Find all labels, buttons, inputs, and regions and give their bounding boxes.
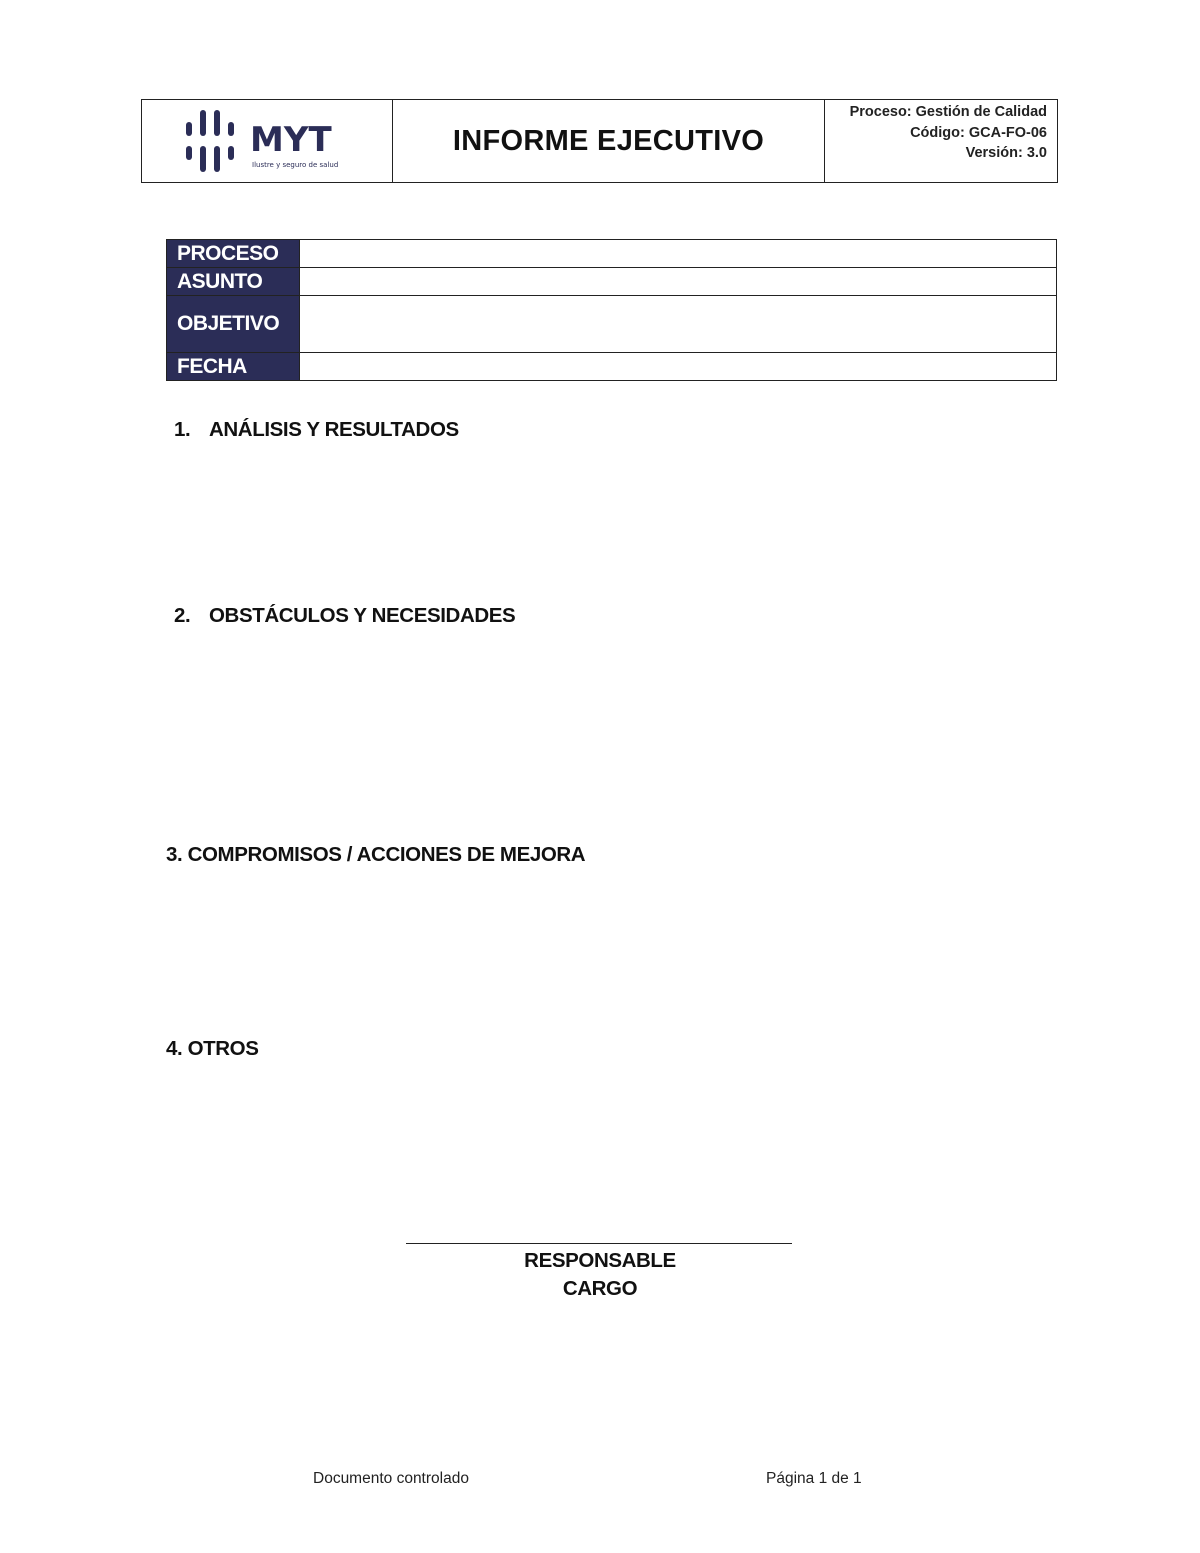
footer-left: Documento controlado bbox=[313, 1470, 469, 1487]
section-number: 4. bbox=[166, 1037, 183, 1060]
info-value-objetivo[interactable] bbox=[300, 296, 1057, 353]
title-cell bbox=[393, 100, 825, 182]
section-title: COMPROMISOS / ACCIONES DE MEJORA bbox=[187, 843, 586, 866]
meta-cell bbox=[825, 100, 1057, 182]
section-title: OBSTÁCULOS Y NECESIDADES bbox=[209, 604, 516, 627]
section-heading-3 bbox=[166, 843, 585, 867]
section-heading-1 bbox=[174, 418, 459, 442]
document-title: INFORME EJECUTIVO bbox=[452, 124, 765, 157]
info-value-proceso[interactable] bbox=[300, 240, 1057, 268]
signature-responsable: RESPONSABLE bbox=[524, 1249, 676, 1272]
meta-version: Versión: 3.0 bbox=[965, 145, 1047, 161]
logo-cell bbox=[142, 100, 393, 182]
brand-name: MYT bbox=[250, 120, 332, 160]
meta-codigo: Código: GCA-FO-06 bbox=[910, 124, 1047, 141]
section-number: 2. bbox=[174, 604, 191, 627]
info-row-asunto bbox=[167, 268, 1057, 296]
myt-logo bbox=[182, 104, 382, 178]
info-value-fecha[interactable] bbox=[300, 353, 1057, 381]
signature-cargo: CARGO bbox=[562, 1277, 638, 1300]
info-row-fecha bbox=[167, 353, 1057, 381]
section-heading-4 bbox=[166, 1037, 259, 1061]
section-title: OTROS bbox=[187, 1037, 259, 1060]
info-row-proceso bbox=[167, 240, 1057, 268]
section-number: 3. bbox=[166, 843, 183, 866]
brand-tagline: Ilustre y seguro de salud bbox=[252, 161, 339, 169]
info-label: FECHA bbox=[167, 353, 300, 381]
info-value-asunto[interactable] bbox=[300, 268, 1057, 296]
document-header bbox=[141, 99, 1058, 183]
info-label: PROCESO bbox=[167, 240, 300, 268]
section-title: ANÁLISIS Y RESULTADOS bbox=[209, 418, 459, 441]
info-table bbox=[166, 239, 1057, 381]
signature-line bbox=[406, 1243, 792, 1244]
footer-page-number: Página 1 de 1 bbox=[766, 1470, 862, 1487]
section-heading-2 bbox=[174, 604, 515, 628]
info-label: ASUNTO bbox=[167, 268, 300, 296]
meta-proceso: Proceso: Gestión de Calidad bbox=[849, 104, 1047, 120]
info-label: OBJETIVO bbox=[167, 296, 300, 353]
section-number: 1. bbox=[174, 418, 191, 441]
info-row-objetivo bbox=[167, 296, 1057, 353]
